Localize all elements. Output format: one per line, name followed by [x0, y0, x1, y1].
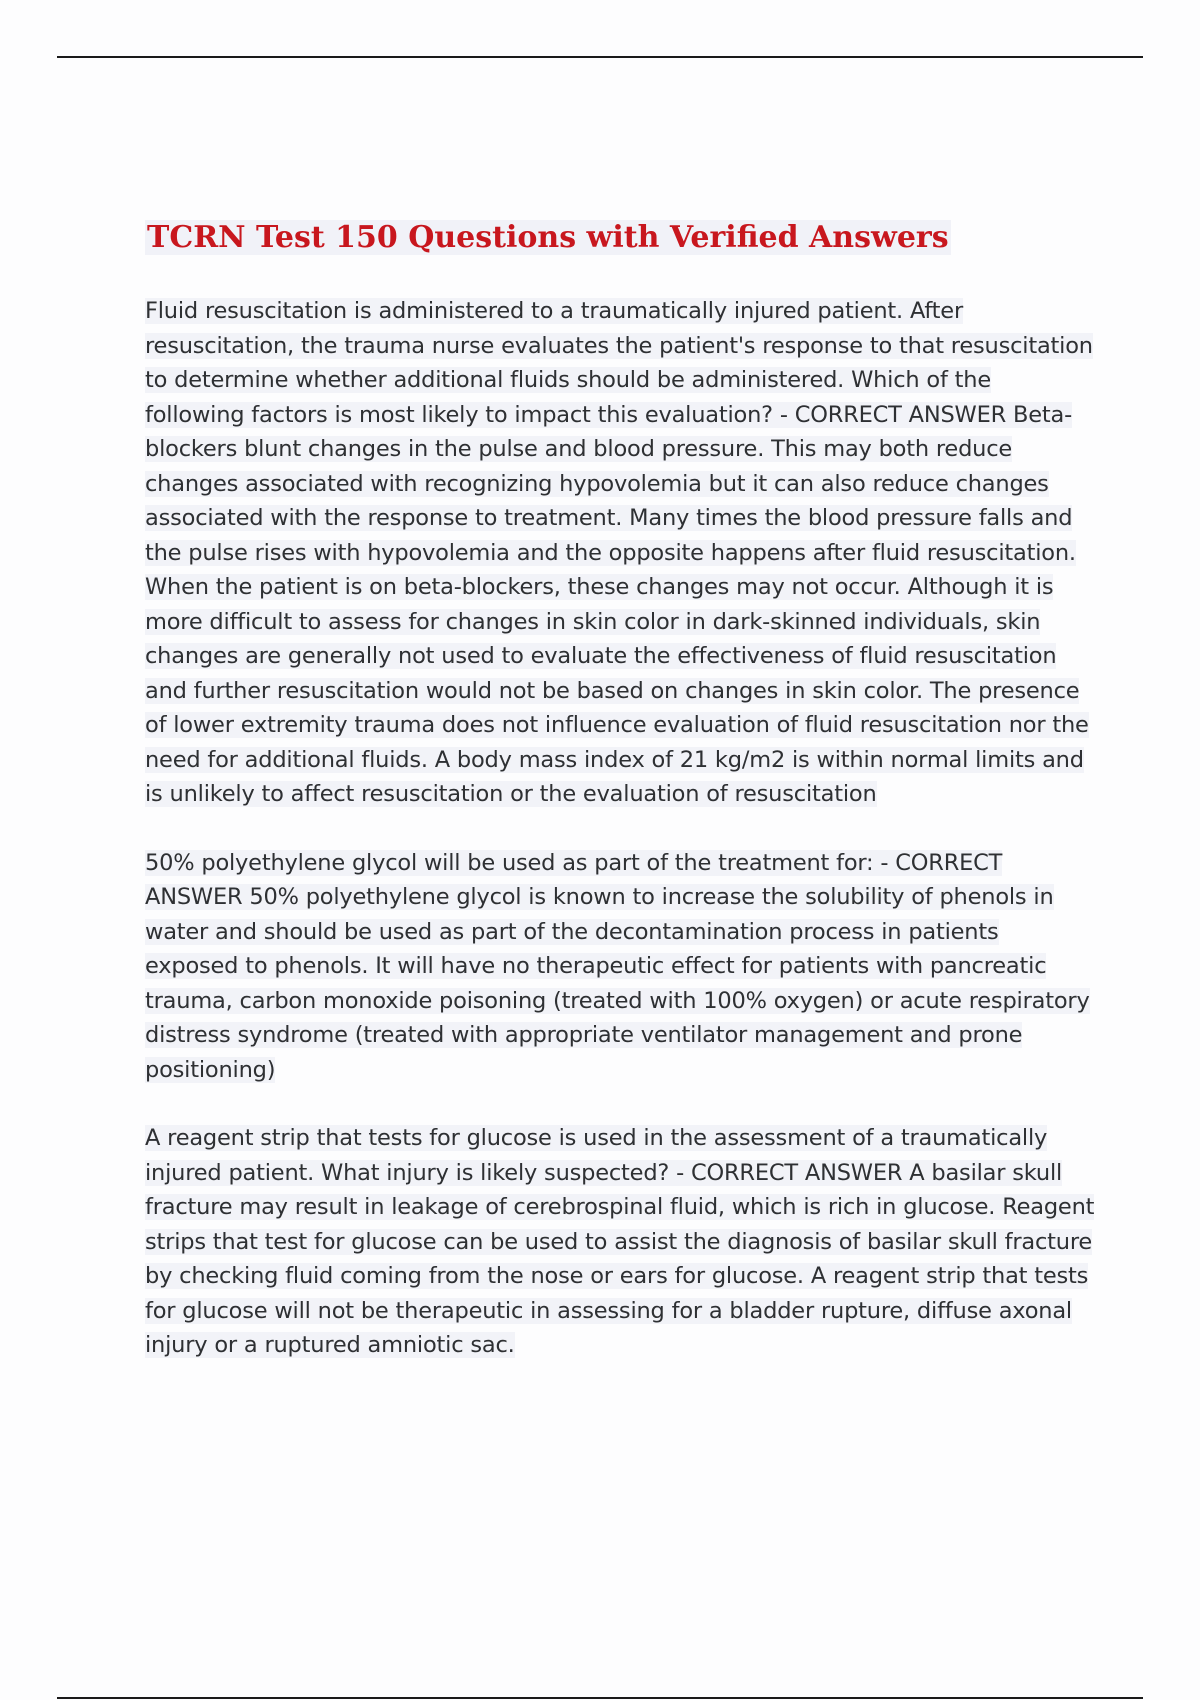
document-body: [145, 212, 1095, 1397]
document-title-text: TCRN Test 150 Questions with Verified Answers: [147, 220, 949, 255]
qa-item-3-text: A reagent strip that tests for glucose is used in the assessment of a traumatically injured patient. What injury is likely suspected? - CORRECT ANSWER A basilar skull fracture may result in leakage of cerebrospinal fluid, which is rich in glucose. Reagent strips that test for glucose can be used to assist the diagnosis of basilar skull fracture by checking fluid coming from the nose or ears for glucose. A reagent strip that tests for glucose will not be therapeutic in assessing for a bladder rupture, diffuse axonal injury or a ruptured amniotic sac.: [145, 1125, 1095, 1358]
qa-item-3: [145, 1121, 1095, 1363]
bottom-rule: [57, 1697, 1143, 1699]
qa-item-1-text: Fluid resuscitation is administered to a traumatically injured patient. After resuscitation, the trauma nurse evaluates the patient's response to that resuscitation to determine whether additional fluids should be administered. Which of the following factors is most likely to impact this evaluation? - CORRECT ANSWER Beta-blockers blunt changes in the pulse and blood pressure. This may both reduce changes associated with recognizing hypovolemia but it can also reduce changes associated with the response to treatment. Many times the blood pressure falls and the pulse rises with hypovolemia and the opposite happens after fluid resuscitation. When the patient is on beta-blockers, these changes may not occur. Although it is more difficult to assess for changes in skin color in dark-skinned individuals, skin changes are generally not used to evaluate the effectiveness of fluid resuscitation and further resuscitation would not be based on changes in skin color. The presence of lower extremity trauma does not influence evaluation of fluid resuscitation nor the need for additional fluids. A body mass index of 21 kg/m2 is within normal limits and is unlikely to affect resuscitation or the evaluation of resuscitation: [145, 298, 1093, 807]
qa-item-2-text: 50% polyethylene glycol will be used as part of the treatment for: - CORRECT ANSWER 50% polyethylene glycol is known to increase the solubility of phenols in water and should be used as part of the decontamination process in patients exposed to phenols. It will have no therapeutic effect for patients with pancreatic trauma, carbon monoxide poisoning (treated with 100% oxygen) or acute respiratory distress syndrome (treated with appropriate ventilator management and prone positioning): [145, 849, 1090, 1083]
qa-item-1: [145, 294, 1095, 812]
document-title: [145, 212, 1095, 264]
top-rule: [57, 56, 1143, 58]
qa-item-2: [145, 846, 1095, 1088]
